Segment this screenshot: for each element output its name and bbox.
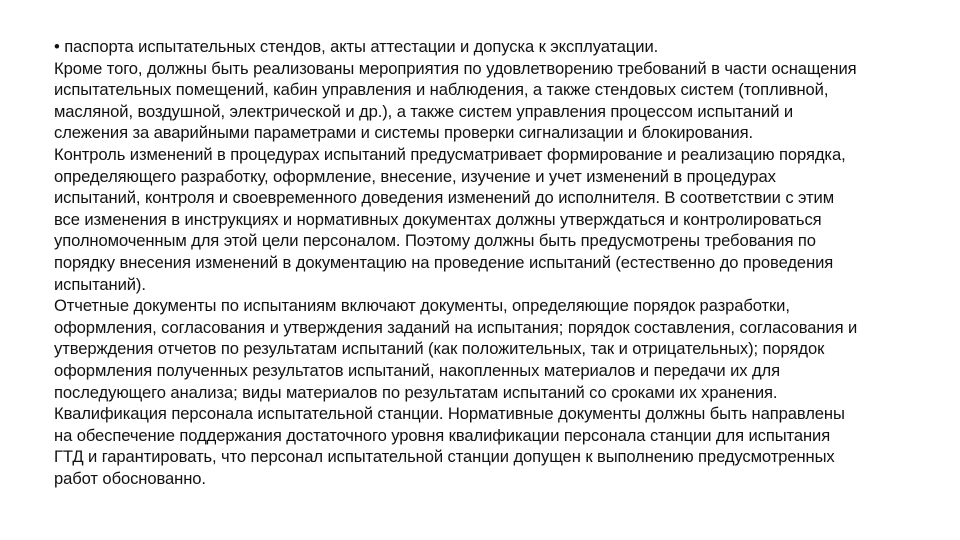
text-line: • паспорта испытательных стендов, акты аттестации и допуска к эксплуатации. xyxy=(54,37,659,56)
text-line: порядку внесения изменений в документацию на проведение испытаний (естественно до проведения xyxy=(54,252,834,272)
text-line: определяющего разработку, оформление, внесение, изучение и учет изменений в процедурах xyxy=(54,166,776,186)
text-line: уполномоченным для этой цели персоналом. Поэтому должны быть предусмотрены требования по xyxy=(54,231,816,251)
text-line: ГТД и гарантировать, что персонал испытательной станции допущен к выполнению предусмотренных xyxy=(54,447,835,467)
text-line: на обеспечение поддержания достаточного уровня квалификации персонала станции для испытания xyxy=(54,425,831,445)
text-line: слежения за аварийными параметрами и системы проверки сигнализации и блокирования. xyxy=(54,123,754,143)
text-line: утверждения отчетов по результатам испытаний (как положительных, так и отрицательных); порядок xyxy=(54,339,825,359)
text-line: Контроль изменений в процедурах испытаний предусматривает формирование и реализацию порядка, xyxy=(54,144,846,164)
text-line: Отчетные документы по испытаниям включают документы, определяющие порядок разработки, xyxy=(54,296,790,316)
text-line: оформления полученных результатов испытаний, накопленных материалов и передачи их для xyxy=(54,360,780,380)
text-line: все изменения в инструкциях и нормативных документах должны утверждаться и контролироваться xyxy=(54,209,822,229)
text-line: испытаний, контроля и своевременного доведения изменений до исполнителя. В соответствии с этим xyxy=(54,188,835,208)
text-line: оформления, согласования и утверждения заданий на испытания; порядок составления, согласования и xyxy=(54,317,858,337)
text-line: Кроме того, должны быть реализованы мероприятия по удовлетворению требований в части оснащения xyxy=(54,58,857,78)
body-text xyxy=(54,36,944,489)
text-line: Квалификация персонала испытательной станции. Нормативные документы должны быть направлены xyxy=(54,404,845,424)
text-line: последующего анализа; виды материалов по результатам испытаний со сроками их хранения. xyxy=(54,382,778,402)
text-line: испытаний). xyxy=(54,274,146,294)
text-line: масляной, воздушной, электрической и др.), а также систем управления процессом испытаний и xyxy=(54,101,794,121)
text-line: испытательных помещений, кабин управления и наблюдения, а также стендовых систем (топливной, xyxy=(54,80,829,100)
text-line: работ обоснованно. xyxy=(54,468,206,488)
